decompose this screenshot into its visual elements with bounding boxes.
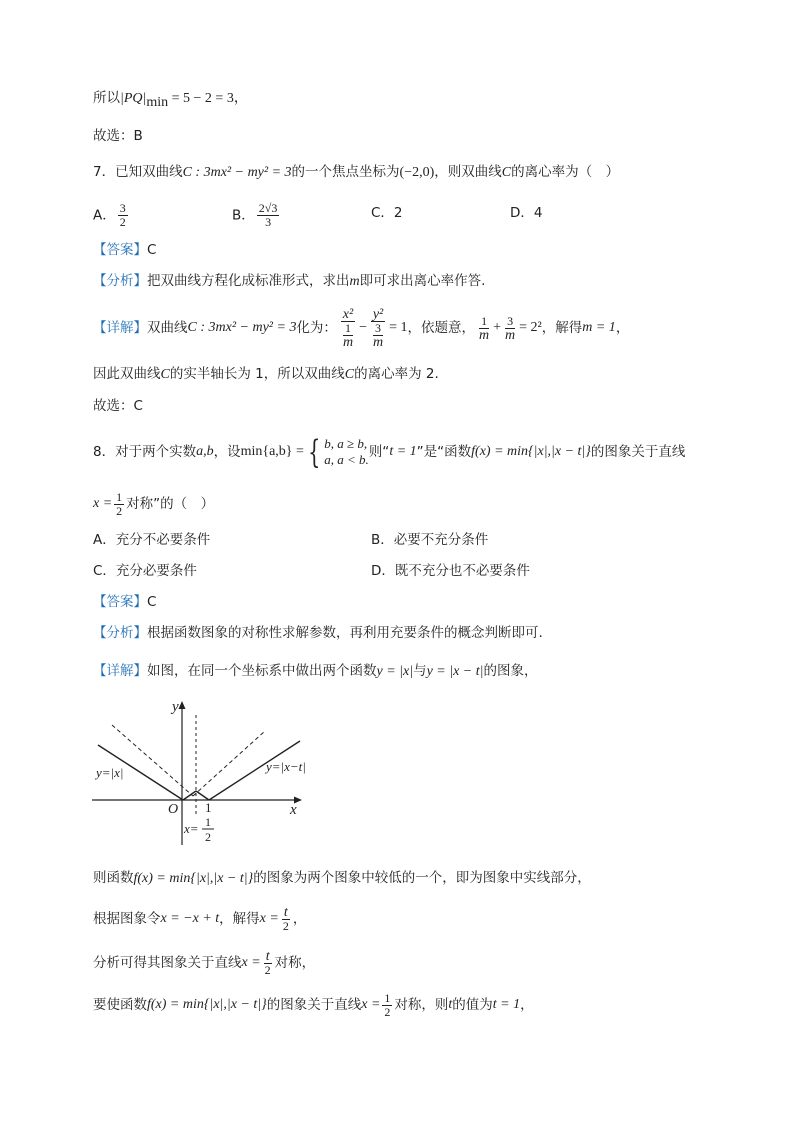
y-axis-arrow-icon [179, 701, 186, 709]
q8-option-c: C．充分必要条件 [93, 563, 197, 579]
origin-label: O [168, 802, 179, 817]
absolute-value-graph-figure [90, 695, 310, 850]
left-curve-label: y=|x| [96, 765, 124, 780]
fraction-x2: $\frac{\text{x²}}{\frac{1}{m}}$ [342, 306, 354, 350]
question-8-stem-2: x = $\frac{1}{2}$ 对称”的（ ） [93, 489, 215, 518]
symmetry-num: 1 [205, 815, 211, 829]
fraction-y2: $\frac{\text{y²}}{\frac{3}{m}}$ [372, 306, 384, 350]
q7-detail: 【详解】 双曲线 C : 3mx² − my² = 3 化为： $\frac{\text{x²}}{\frac{1}{m}}$ − $\frac{\text{y²}}{\frac{3}{m}}$ = 1 ，依题意， $\frac{1}{m}$ + $\frac{3}{m}$ = 2² ，解得 m = 1 ， [93, 306, 630, 350]
q7-option-c: C．2 [371, 205, 403, 221]
solid-min-peak-right [196, 791, 209, 800]
q7-option-d: D．4 [510, 205, 543, 221]
q8-option-a: A．充分不必要条件 [93, 532, 211, 548]
symmetry-x-label: x= [184, 821, 199, 836]
right-curve-label: y=|x−t| [266, 759, 306, 774]
question-8-stem: 8．对于两个实数 a,b ，设 min{a,b} = { b, a ≥ b, a, a < b. 则“ t = 1 ”是“函数 f(x) = min{|x|,|x − t|} 的图象关于直线 [93, 433, 686, 471]
question-7-stem: 7．已知双曲线C : 3mx² − my² = 3的一个焦点坐标为(−2,0)，则双曲线C的离心率为（ ） [93, 164, 620, 180]
q8-answer: 【答案】C [93, 594, 157, 610]
x-axis-label: x [290, 802, 297, 818]
dashed-y-abs-x-minus-t-left [112, 725, 193, 796]
symmetry-den: 2 [205, 830, 211, 844]
q8-para-3: 分析可得其图象关于直线 x = $\frac{t}{2}$ 对称， [93, 948, 316, 977]
q8-option-d: D．既不充分也不必要条件 [371, 563, 530, 579]
y-axis-label: y [172, 699, 179, 715]
q7-option-b: B． $\frac{2√3}{3}$ [232, 201, 278, 229]
q7-detail-2: 因此双曲线C的实半轴长为 1，所以双曲线C的离心率为 2. [93, 366, 439, 382]
q8-para-4: 要使函数 f(x) = min{|x|,|x − t|} 的图象关于直线 x = $\frac{1}{2}$ 对称，则 t 的值为 t = 1 ， [93, 990, 534, 1019]
q8-detail: 【详解】如图，在同一个坐标系中做出两个函数y = |x|与y = |x − t|的图象， [93, 663, 538, 679]
q8-para-1: 则函数f(x) = min{|x|,|x − t|}的图象为两个图象中较低的一个，即为图象中实线部分， [93, 870, 591, 886]
q8-option-b: B．必要不充分条件 [371, 532, 489, 548]
q8-para-2: 根据图象令 x = −x + t ，解得 x = $\frac{t}{2}$ ， [93, 904, 307, 933]
q7-answer: 【答案】C [93, 242, 157, 258]
q7-analysis: 【分析】把双曲线方程化成标准形式，求出m即可求出离心率作答. [93, 273, 486, 289]
line-select-b: 故选：B [93, 128, 143, 144]
q7-select: 故选：C [93, 398, 143, 414]
q8-analysis: 【分析】根据函数图象的对称性求解参数，再利用充要条件的概念判断即可. [93, 625, 543, 641]
line-pq-min: 所以$|PQ|_{min} = 5 - 2 = 3$， [93, 90, 248, 110]
q7-option-a: A． $\frac{3}{2}$ [93, 201, 126, 229]
tick-one-label: 1 [205, 800, 212, 815]
